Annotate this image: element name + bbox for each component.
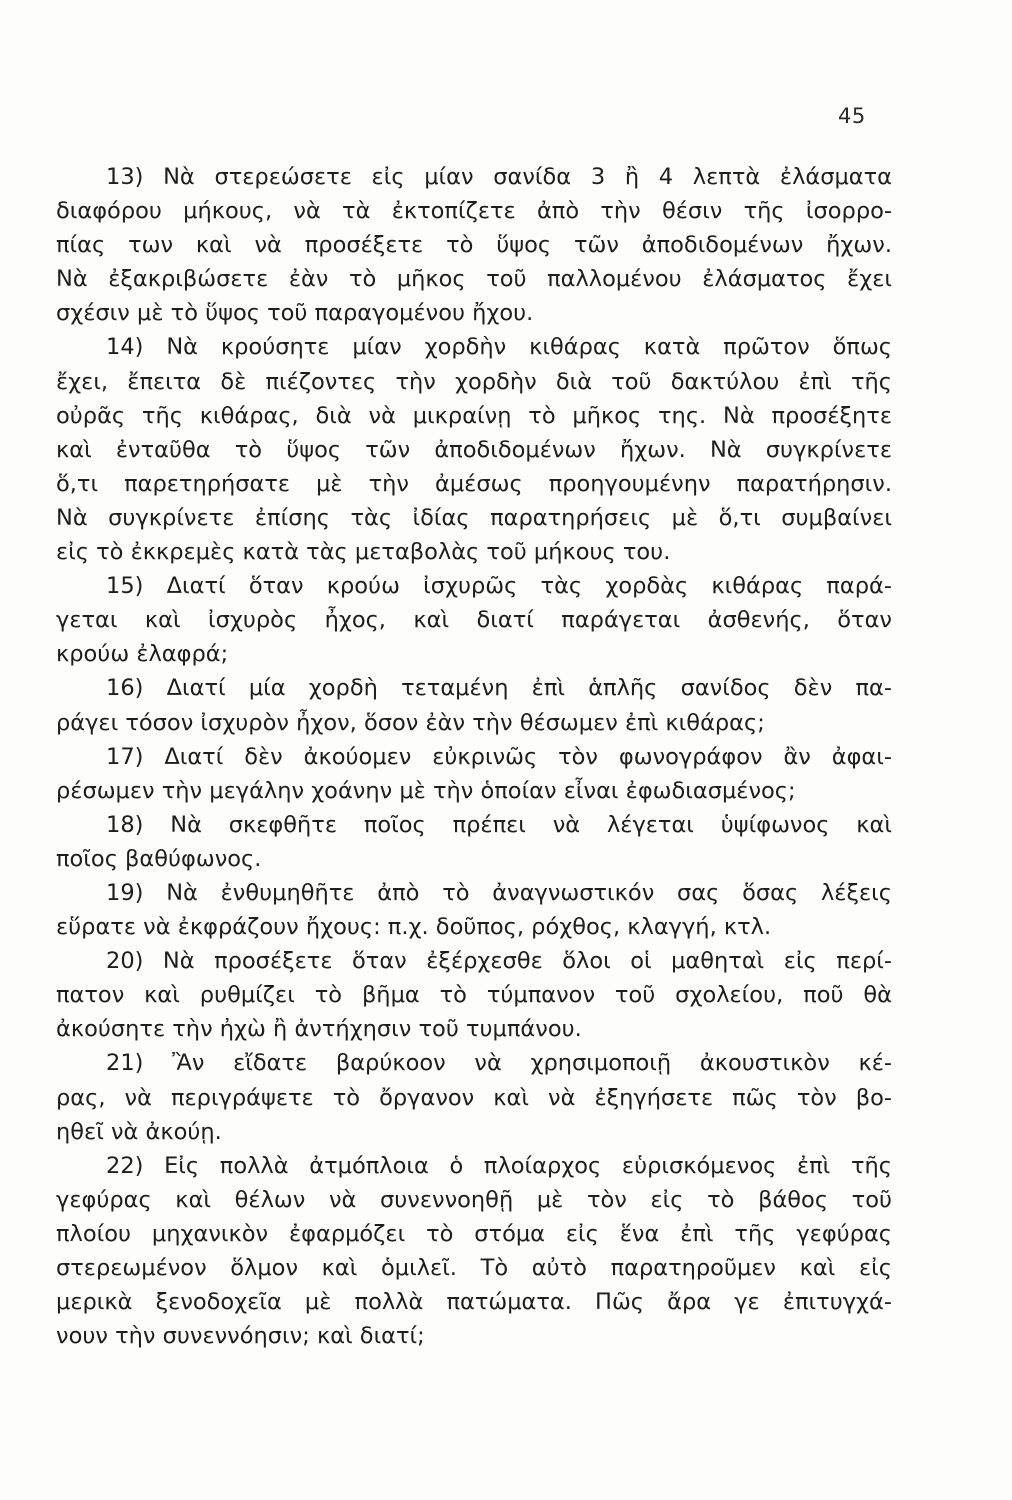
text-line: σχέσιν μὲ τὸ ὕψος τοῦ παραγομένου ἤχου. bbox=[56, 300, 534, 327]
text-line: 15) Διατί ὅταν κρούω ἰσχυρῶς τὰς χορδὰς κιθάρας παρά- bbox=[106, 573, 892, 600]
text-line: ράγει τόσον ἰσχυρὸν ἦχον, ὅσον ἐὰν τὴν θέσωμεν ἐπὶ κιθάρας; bbox=[56, 709, 765, 736]
text-line: ρας, νὰ περιγράψετε τὸ ὄργανον καὶ νὰ ἐξηγήσετε πῶς τὸν βο- bbox=[56, 1084, 892, 1111]
text-line: εὕρατε νὰ ἐκφράζουν ἤχους: π.χ. δοῦπος, ρόχθος, κλαγγή, κτλ. bbox=[56, 914, 772, 941]
text-line: κρούω ἐλαφρά; bbox=[56, 641, 229, 668]
text-line: 21) Ἂν εἴδατε βαρύκοον νὰ χρησιμοποιῇ ἀκουστικὸν κέ- bbox=[106, 1050, 892, 1077]
text-line: 14) Νὰ κρούσητε μίαν χορδὴν κιθάρας κατὰ πρῶτον ὅπως bbox=[106, 334, 892, 361]
text-line: 20) Νὰ προσέξετε ὅταν ἐξέρχεσθε ὅλοι οἱ μαθηταὶ εἰς περί- bbox=[106, 948, 892, 975]
text-line: ηθεῖ νὰ ἀκούῃ. bbox=[56, 1118, 222, 1145]
text-line: 13) Νὰ στερεώσετε εἰς μίαν σανίδα 3 ἢ 4 λεπτὰ ἐλάσματα bbox=[106, 164, 892, 190]
text-line: 16) Διατί μία χορδὴ τεταμένη ἐπὶ ἁπλῆς σανίδος δὲν πα- bbox=[106, 675, 892, 702]
text-line: νουν τὴν συνεννόησιν; καὶ διατί; bbox=[56, 1323, 425, 1350]
text-line: Νὰ ἐξακριβώσετε ἐὰν τὸ μῆκος τοῦ παλλομένου ἐλάσματος ἔχει bbox=[56, 266, 892, 293]
text-line: γεται καὶ ἰσχυρὸς ἦχος, καὶ διατί παράγεται ἀσθενής, ὅταν bbox=[56, 607, 892, 634]
text-line: ρέσωμεν τὴν μεγάλην χοάνην μὲ τὴν ὁποίαν εἶναι ἐφωδιασμένος; bbox=[56, 777, 796, 804]
text-line: γεφύρας καὶ θέλων νὰ συνεννοηθῇ μὲ τὸν εἰς τὸ βάθος τοῦ bbox=[56, 1186, 892, 1213]
text-line: 17) Διατί δὲν ἀκούομεν εὐκρινῶς τὸν φωνογράφον ἂν ἀφαι- bbox=[106, 743, 892, 770]
text-line: ἀκούσητε τὴν ἠχὼ ἢ ἀντήχησιν τοῦ τυμπάνου. bbox=[56, 1016, 582, 1043]
text-line: οὐρᾶς τῆς κιθάρας, διὰ νὰ μικραίνῃ τὸ μῆκος της. Νὰ προσέξητε bbox=[56, 402, 892, 429]
text-line: 22) Εἰς πολλὰ ἀτμόπλοια ὁ πλοίαρχος εὑρισκόμενος ἐπὶ τῆς bbox=[106, 1152, 892, 1179]
text-line: πατον καὶ ρυθμίζει τὸ βῆμα τὸ τύμπανον τοῦ σχολείου, ποῦ θὰ bbox=[56, 982, 892, 1009]
text-line: μερικὰ ξενοδοχεῖα μὲ πολλὰ πατώματα. Πῶς ἄρα γε ἐπιτυγχά- bbox=[56, 1289, 892, 1316]
text-line: 18) Νὰ σκεφθῆτε ποῖος πρέπει νὰ λέγεται ὑψίφωνος καὶ bbox=[106, 811, 892, 838]
text-line: ἔχει, ἔπειτα δὲ πιέζοντες τὴν χορδὴν διὰ τοῦ δακτύλου ἐπὶ τῆς bbox=[56, 368, 892, 395]
text-line: εἰς τὸ ἐκκρεμὲς κατὰ τὰς μεταβολὰς τοῦ μήκους του. bbox=[56, 539, 671, 566]
text-line: πλοίου μηχανικὸν ἐφαρμόζει τὸ στόμα εἰς ἕνα ἐπὶ τῆς γεφύρας bbox=[56, 1220, 892, 1247]
text-line: πίας των καὶ νὰ προσέξετε τὸ ὕψος τῶν ἀποδιδομένων ἤχων. bbox=[56, 232, 892, 259]
text-line: καὶ ἐνταῦθα τὸ ὕψος τῶν ἀποδιδομένων ἤχων. Νὰ συγκρίνετε bbox=[56, 436, 892, 463]
body-text bbox=[56, 160, 892, 1353]
text-line: Νὰ συγκρίνετε ἐπίσης τὰς ἰδίας παρατηρήσεις μὲ ὅ,τι συμβαίνει bbox=[56, 504, 892, 531]
text-line: διαφόρου μήκους, νὰ τὰ ἐκτοπίζετε ἀπὸ τὴν θέσιν τῆς ἰσορρο- bbox=[56, 198, 892, 225]
text-line: ποῖος βαθύφωνος. bbox=[56, 845, 262, 872]
text-line: στερεωμένον ὅλμον καὶ ὁμιλεῖ. Τὸ αὐτὸ παρατηροῦμεν καὶ εἰς bbox=[56, 1255, 892, 1281]
page-number: 45 bbox=[838, 104, 866, 128]
text-line: 19) Νὰ ἐνθυμηθῆτε ἀπὸ τὸ ἀναγνωστικόν σας ὅσας λέξεις bbox=[106, 879, 892, 906]
text-line: ὅ,τι παρετηρήσατε μὲ τὴν ἀμέσως προηγουμένην παρατήρησιν. bbox=[56, 470, 892, 497]
